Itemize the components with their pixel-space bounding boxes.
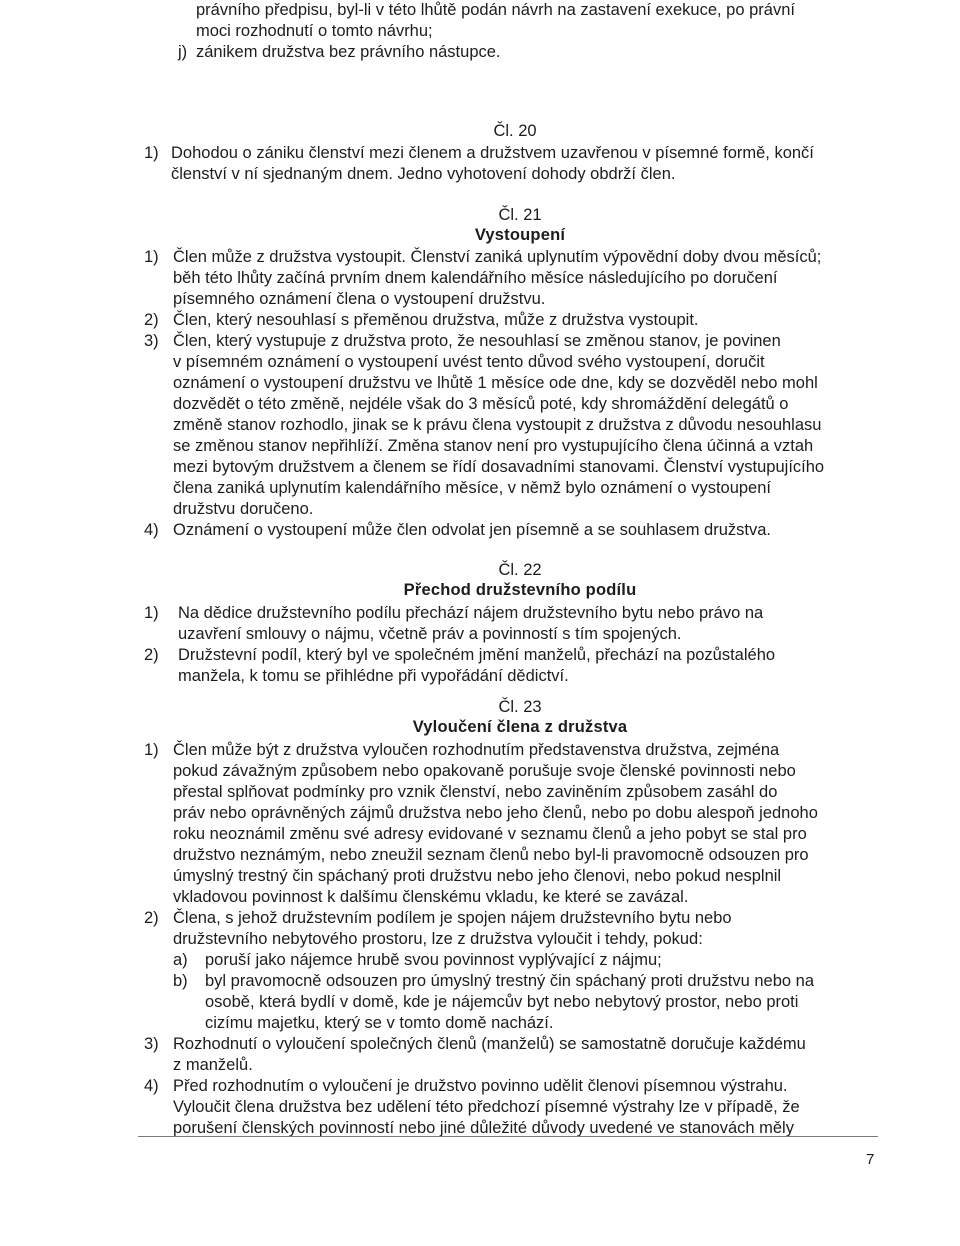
item-number: 1) — [144, 604, 159, 622]
item-line: Oznámení o vystoupení může člen odvolat jen písemně a se souhlasem družstva. — [173, 521, 771, 539]
item-line: Před rozhodnutím o vyloučení je družstvo povinno udělit členovi písemnou výstrahu. — [173, 1077, 788, 1095]
continuation-line: právního předpisu, byl-li v této lhůtě podán návrh na zastavení exekuce, po právní — [196, 1, 795, 19]
item-line: v písemném oznámení o vystoupení uvést tento důvod svého vystoupení, doručit — [173, 353, 765, 371]
item-line: manžela, k tomu se přihlédne při vypořádání dědictví. — [178, 667, 569, 685]
page-number: 7 — [866, 1151, 875, 1168]
article-title: Vyloučení člena z družstva — [412, 718, 628, 736]
item-line: Člen může být z družstva vyloučen rozhodnutím představenstva družstva, zejména — [173, 741, 780, 759]
item-line: Dohodou o zániku členství mezi členem a družstvem uzavřenou v písemné formě, končí — [171, 144, 814, 162]
item-line: družstvu doručeno. — [173, 500, 314, 518]
subitem-marker: a) — [173, 951, 188, 969]
item-line: Člen, který vystupuje z družstva proto, že nesouhlasí se změnou stanov, je povinen — [173, 332, 781, 350]
item-line: Člena, s jehož družstevním podílem je spojen nájem družstevního bytu nebo — [173, 909, 732, 927]
item-line: práv nebo oprávněných zájmů družstva nebo jeho členů, nebo po dobu alespoň jednoho — [173, 804, 818, 822]
item-line: uzavření smlouvy o nájmu, včetně práv a povinností s tím spojených. — [178, 625, 682, 643]
item-number: 2) — [144, 646, 159, 664]
item-line: písemného oznámení člena o vystoupení družstvu. — [173, 290, 546, 308]
article-heading: Čl. 22 — [498, 561, 542, 579]
item-number: 4) — [144, 1077, 159, 1095]
item-line: se změnou stanov nepřihlíží. Změna stanov není pro vystupujícího člena účinná a vztah — [173, 437, 814, 455]
subitem-marker: b) — [173, 972, 188, 990]
article-title: Vystoupení — [474, 226, 566, 244]
item-line: roku neoznámil změnu své adresy evidované v seznamu členů a jeho pobyt se stal pro — [173, 825, 807, 843]
item-line: členství v ní sjednaným dnem. Jedno vyhotovení dohody obdrží člen. — [171, 165, 676, 183]
item-line: mezi bytovým družstvem a členem se řídí dosavadními stanovami. Členství vystupujícího — [173, 458, 825, 476]
item-marker: j) — [178, 43, 188, 61]
item-line: Vyloučit člena družstva bez udělení této předchozí písemné výstrahy lze v případě, že — [173, 1098, 800, 1116]
item-number: 3) — [144, 1035, 159, 1053]
item-number: 3) — [144, 332, 159, 350]
item-line: člena zaniká uplynutím kalendářního měsíce, v němž bylo oznámení o vystoupení — [173, 479, 771, 497]
item-line: běh této lhůty začíná prvním dnem kalendářního měsíce následujícího po doručení — [173, 269, 778, 287]
item-line: Rozhodnutí o vyloučení společných členů (manželů) se samostatně doručuje každému — [173, 1035, 806, 1053]
subitem-line: cizímu majetku, který se v tomto domě nachází. — [205, 1014, 554, 1032]
continuation-line: moci rozhodnutí o tomto návrhu; — [196, 22, 433, 40]
item-number: 1) — [144, 248, 159, 266]
item-line: Člen, který nesouhlasí s přeměnou družstva, může z družstva vystoupit. — [173, 311, 699, 329]
article-heading: Čl. 23 — [498, 698, 542, 716]
item-line: porušení členských povinností nebo jiné důležité důvody uvedené ve stanovách měly — [173, 1119, 794, 1137]
item-line: změně stanov rozhodlo, jinak se k právu člena vystoupit z družstva z důvodu nesouhlasu — [173, 416, 822, 434]
item-line: z manželů. — [173, 1056, 253, 1074]
item-number: 2) — [144, 311, 159, 329]
subitem-line: poruší jako nájemce hrubě svou povinnost vyplývající z nájmu; — [205, 951, 662, 969]
item-line: Družstevní podíl, který byl ve společném jmění manželů, přechází na pozůstalého — [178, 646, 776, 664]
item-line: přestal splňovat podmínky pro vznik členství, nebo zaviněním způsobem zasáhl do — [173, 783, 778, 801]
item-line: dozvědět o této změně, nejdéle však do 3 měsíců poté, kdy shromáždění delegátů o — [173, 395, 789, 413]
item-line: oznámení o vystoupení družstvu ve lhůtě 1 měsíce ode dne, kdy se dozvěděl nebo mohl — [173, 374, 818, 392]
article-heading: Čl. 20 — [493, 122, 537, 140]
article-title: Přechod družstevního podílu — [403, 581, 637, 599]
item-text: zánikem družstva bez právního nástupce. — [196, 43, 501, 61]
item-number: 4) — [144, 521, 159, 539]
item-number: 1) — [144, 144, 159, 162]
article-heading: Čl. 21 — [498, 206, 542, 224]
item-line: Člen může z družstva vystoupit. Členství zaniká uplynutím výpovědní doby dvou měsíců; — [173, 248, 822, 266]
item-line: družstevního nebytového prostoru, lze z družstva vyloučit i tehdy, pokud: — [173, 930, 703, 948]
item-line: pokud závažným způsobem nebo opakovaně porušuje svoje členské povinnosti nebo — [173, 762, 796, 780]
footer-divider — [138, 1136, 878, 1137]
item-line: úmyslný trestný čin spáchaný proti družstvu nebo jeho členovi, nebo pokud nesplnil — [173, 867, 782, 885]
subitem-line: osobě, která bydlí v domě, kde je nájemcův byt nebo nebytový prostor, nebo proti — [205, 993, 799, 1011]
item-number: 1) — [144, 741, 159, 759]
item-number: 2) — [144, 909, 159, 927]
subitem-line: byl pravomocně odsouzen pro úmyslný trestný čin spáchaný proti družstvu nebo na — [205, 972, 814, 990]
item-line: vkladovou povinnost k dalšímu členskému vkladu, ke které se zavázal. — [173, 888, 689, 906]
item-line: Na dědice družstevního podílu přechází nájem družstevního bytu nebo právo na — [178, 604, 764, 622]
item-line: družstvo neznámým, nebo zneužil seznam členů nebo byl-li pravomocně odsouzen pro — [173, 846, 809, 864]
